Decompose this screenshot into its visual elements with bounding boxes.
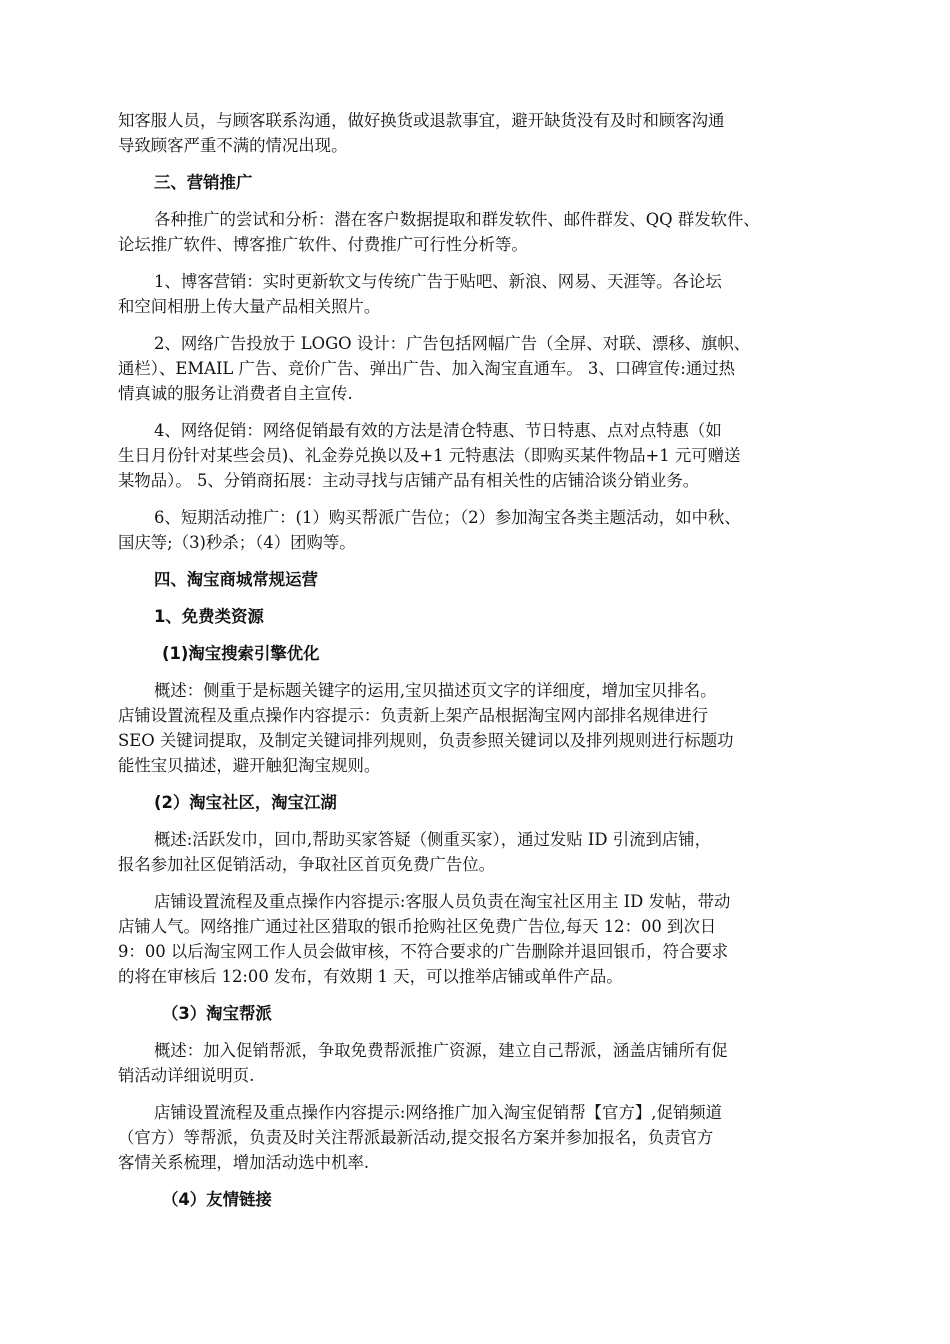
paragraph-line: 店铺设置流程及重点操作内容提示:网络推广加入淘宝促销帮【官方】,促销频道: [154, 1103, 723, 1122]
paragraph-line: 的将在审核后 12:00 发布，有效期 1 天，可以推举店铺或单件产品。: [118, 967, 623, 986]
heading-text: 三、营销推广: [154, 173, 253, 192]
paragraph-line: 和空间相册上传大量产品相关照片。: [118, 297, 381, 316]
paragraph-line: 国庆等;（3)秒杀；（4）团购等。: [118, 533, 356, 552]
paragraph: [118, 889, 848, 989]
heading-text: (2）淘宝社区，淘宝江湖: [154, 793, 337, 812]
paragraph-line: 6、短期活动推广：(1）购买帮派广告位；（2）参加淘宝各类主题活动，如中秋、: [154, 508, 741, 527]
paragraph-line: 论坛推广软件、博客推广软件、付费推广可行性分析等。: [118, 235, 528, 254]
section-heading: [118, 1001, 848, 1026]
paragraph: [118, 331, 848, 406]
paragraph-line: 能性宝贝描述，避开触犯淘宝规则。: [118, 756, 381, 775]
paragraph-line: 店铺人气。网络推广通过社区猎取的银币抢购社区免费广告位,每天 12：00 到次日: [118, 917, 717, 936]
paragraph-line: 通栏）、EMAIL 广告、竞价广告、弹出广告、加入淘宝直通车。 3、口碑宣传:通过热: [118, 359, 736, 378]
heading-text: (1)淘宝搜索引擎优化: [162, 644, 320, 663]
heading-text: 1、免费类资源: [154, 607, 264, 626]
section-heading: [118, 567, 848, 592]
paragraph: [118, 418, 848, 493]
paragraph: [118, 108, 848, 158]
paragraph-line: 情真诚的服务让消费者自主宣传.: [118, 384, 353, 403]
heading-text: （3）淘宝帮派: [162, 1004, 272, 1023]
paragraph: [118, 207, 848, 257]
section-heading: [118, 170, 848, 195]
document-page: [118, 108, 848, 1212]
section-heading: [118, 790, 848, 815]
heading-text: 四、淘宝商城常规运营: [154, 570, 318, 589]
paragraph-line: 店铺设置流程及重点操作内容提示:客服人员负责在淘宝社区用主 ID 发帖，带动: [154, 892, 731, 911]
paragraph-line: 概述：侧重于是标题关键字的运用,宝贝描述页文字的详细度，增加宝贝排名。: [154, 681, 717, 700]
paragraph-line: SEO 关键词提取，及制定关键词排列规则，负责参照关键词以及排列规则进行标题功: [118, 731, 734, 750]
paragraph-line: （官方）等帮派，负责及时关注帮派最新活动,提交报名方案并参加报名，负责官方: [118, 1128, 714, 1147]
paragraph: [118, 1100, 848, 1175]
paragraph-line: 店铺设置流程及重点操作内容提示：负责新上架产品根据淘宝网内部排名规律进行: [118, 706, 709, 725]
paragraph-line: 导致顾客严重不满的情况出现。: [118, 136, 348, 155]
paragraph: [118, 1038, 848, 1088]
section-heading: [118, 604, 848, 629]
paragraph-line: 客情关系梳理，增加活动选中机率.: [118, 1153, 370, 1172]
paragraph-line: 销活动详细说明页.: [118, 1066, 255, 1085]
paragraph-line: 9：00 以后淘宝网工作人员会做审核，不符合要求的广告删除并退回银币，符合要求: [118, 942, 729, 961]
paragraph: [118, 269, 848, 319]
paragraph-line: 1、博客营销：实时更新软文与传统广告于贴吧、新浪、网易、天涯等。各论坛: [154, 272, 722, 291]
paragraph-line: 概述：加入促销帮派，争取免费帮派推广资源，建立自己帮派，涵盖店铺所有促: [154, 1041, 728, 1060]
paragraph-line: 知客服人员，与顾客联系沟通，做好换货或退款事宜，避开缺货没有及时和顾客沟通: [118, 111, 725, 130]
paragraph-line: 2、网络广告投放于 LOGO 设计：广告包括网幅广告（全屏、对联、漂移、旗帜、: [154, 334, 751, 353]
paragraph-line: 4、网络促销：网络促销最有效的方法是清仓特惠、节日特惠、点对点特惠（如: [154, 421, 722, 440]
heading-text: （4）友情链接: [162, 1190, 272, 1209]
paragraph: [118, 505, 848, 555]
paragraph-line: 某物品）。 5、分销商拓展：主动寻找与店铺产品有相关性的店铺洽谈分销业务。: [118, 471, 700, 490]
section-heading: [118, 641, 848, 666]
paragraph: [118, 678, 848, 778]
paragraph: [118, 827, 848, 877]
paragraph-line: 各种推广的尝试和分析：潜在客户数据提取和群发软件、邮件群发、QQ 群发软件、: [154, 210, 760, 229]
paragraph-line: 概述:活跃发巾，回巾,帮助买家答疑（侧重买家），通过发贴 ID 引流到店铺，: [154, 830, 712, 849]
section-heading: [118, 1187, 848, 1212]
paragraph-line: 生日月份针对某些会员)、礼金券兑换以及+1 元特惠法（即购买某件物品+1 元可赠送: [118, 446, 741, 465]
paragraph-line: 报名参加社区促销活动，争取社区首页免费广告位。: [118, 855, 495, 874]
